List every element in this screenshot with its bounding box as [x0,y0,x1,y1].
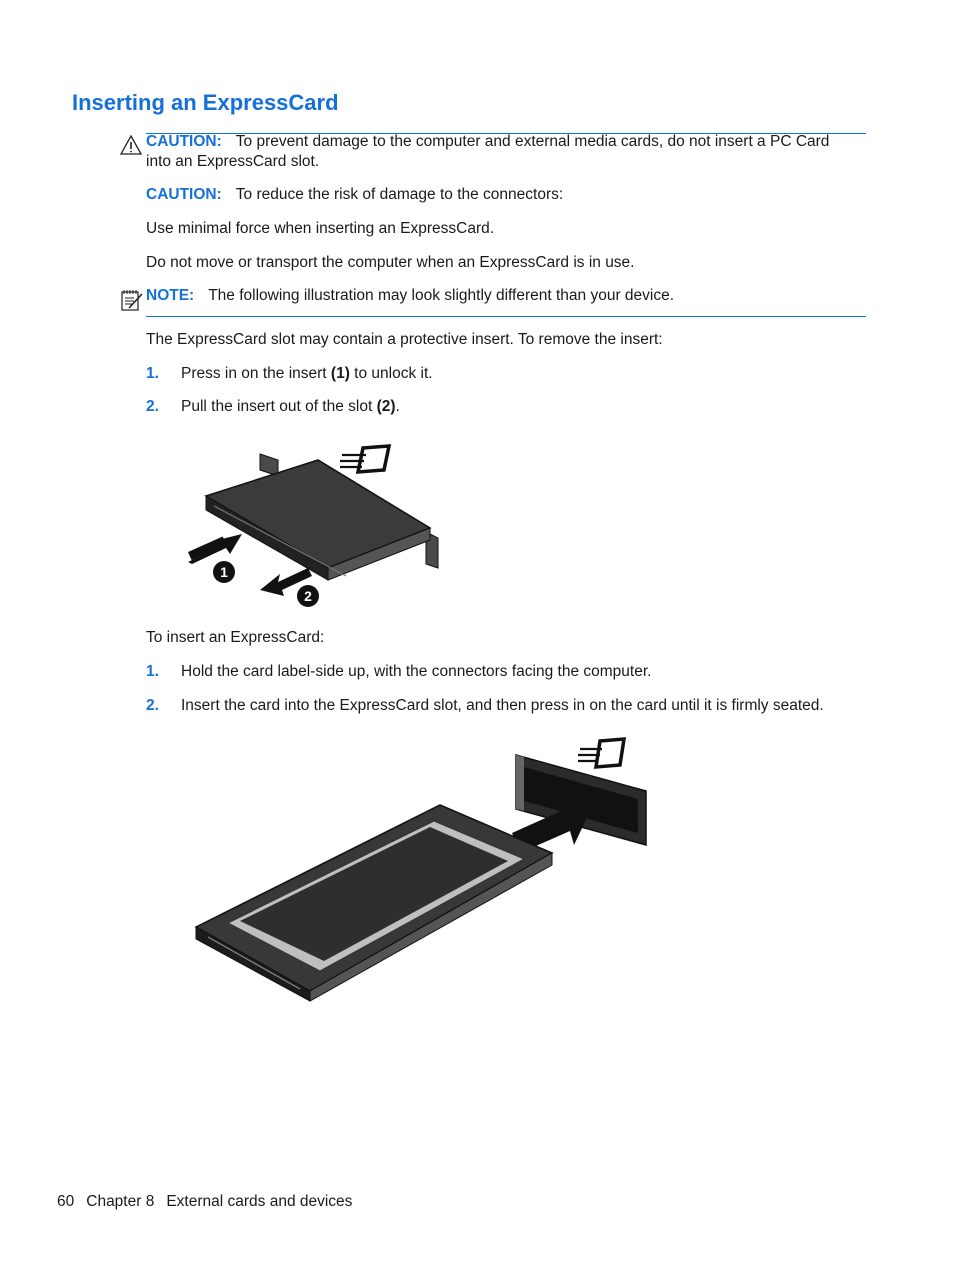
caution-label: CAUTION: [146,186,222,203]
step-text: Press in on the insert (1) to unlock it. [181,365,433,382]
note-rule [146,316,866,317]
step-text: Pull the insert out of the slot (2). [181,398,400,415]
warning-triangle-icon [120,135,142,155]
page-number: 60 [57,1193,75,1210]
svg-text:2: 2 [304,588,312,604]
expresscard-logo-icon [578,739,624,767]
step-text: Hold the card label-side up, with the connectors facing the computer. [181,663,652,680]
svg-text:1: 1 [220,564,228,580]
caution-1 [146,132,829,152]
paragraph-protective-insert: The ExpressCard slot may contain a protective insert. To remove the insert: [146,331,663,348]
caution-text: To prevent damage to the computer and external media cards, do not insert a PC Card [235,133,830,150]
chapter-title: External cards and devices [166,1193,353,1210]
caution-2 [146,185,563,205]
step-number: 1. [146,365,159,382]
page-footer [57,1192,364,1212]
step-text: Insert the card into the ExpressCard slot, and then press in on the card until it is firmly seated. [181,697,824,714]
list-item [146,364,159,384]
list-item [146,662,159,682]
list-item [146,397,159,417]
paragraph-do-not-move: Do not move or transport the computer when an ExpressCard is in use. [146,254,635,271]
note-text: The following illustration may look slightly different than your device. [208,287,675,304]
note [146,286,674,306]
page-title: Inserting an ExpressCard [72,90,339,115]
paragraph-to-insert: To insert an ExpressCard: [146,629,325,646]
step-number: 2. [146,697,159,714]
paragraph-minimal-force: Use minimal force when inserting an ExpressCard. [146,220,495,237]
note-label: NOTE: [146,287,195,304]
insert-removal-illustration [180,440,450,615]
step-number: 2. [146,398,159,415]
note-pad-icon [120,288,144,312]
caution-1-line-2: into an ExpressCard slot. [146,153,320,170]
step-number: 1. [146,663,159,680]
chapter-label: Chapter 8 [86,1193,155,1210]
expresscard-logo-icon [340,446,389,472]
caution-text: To reduce the risk of damage to the connectors: [235,186,564,203]
list-item [146,696,159,716]
card-insertion-illustration [190,735,660,1010]
caution-label: CAUTION: [146,133,222,150]
